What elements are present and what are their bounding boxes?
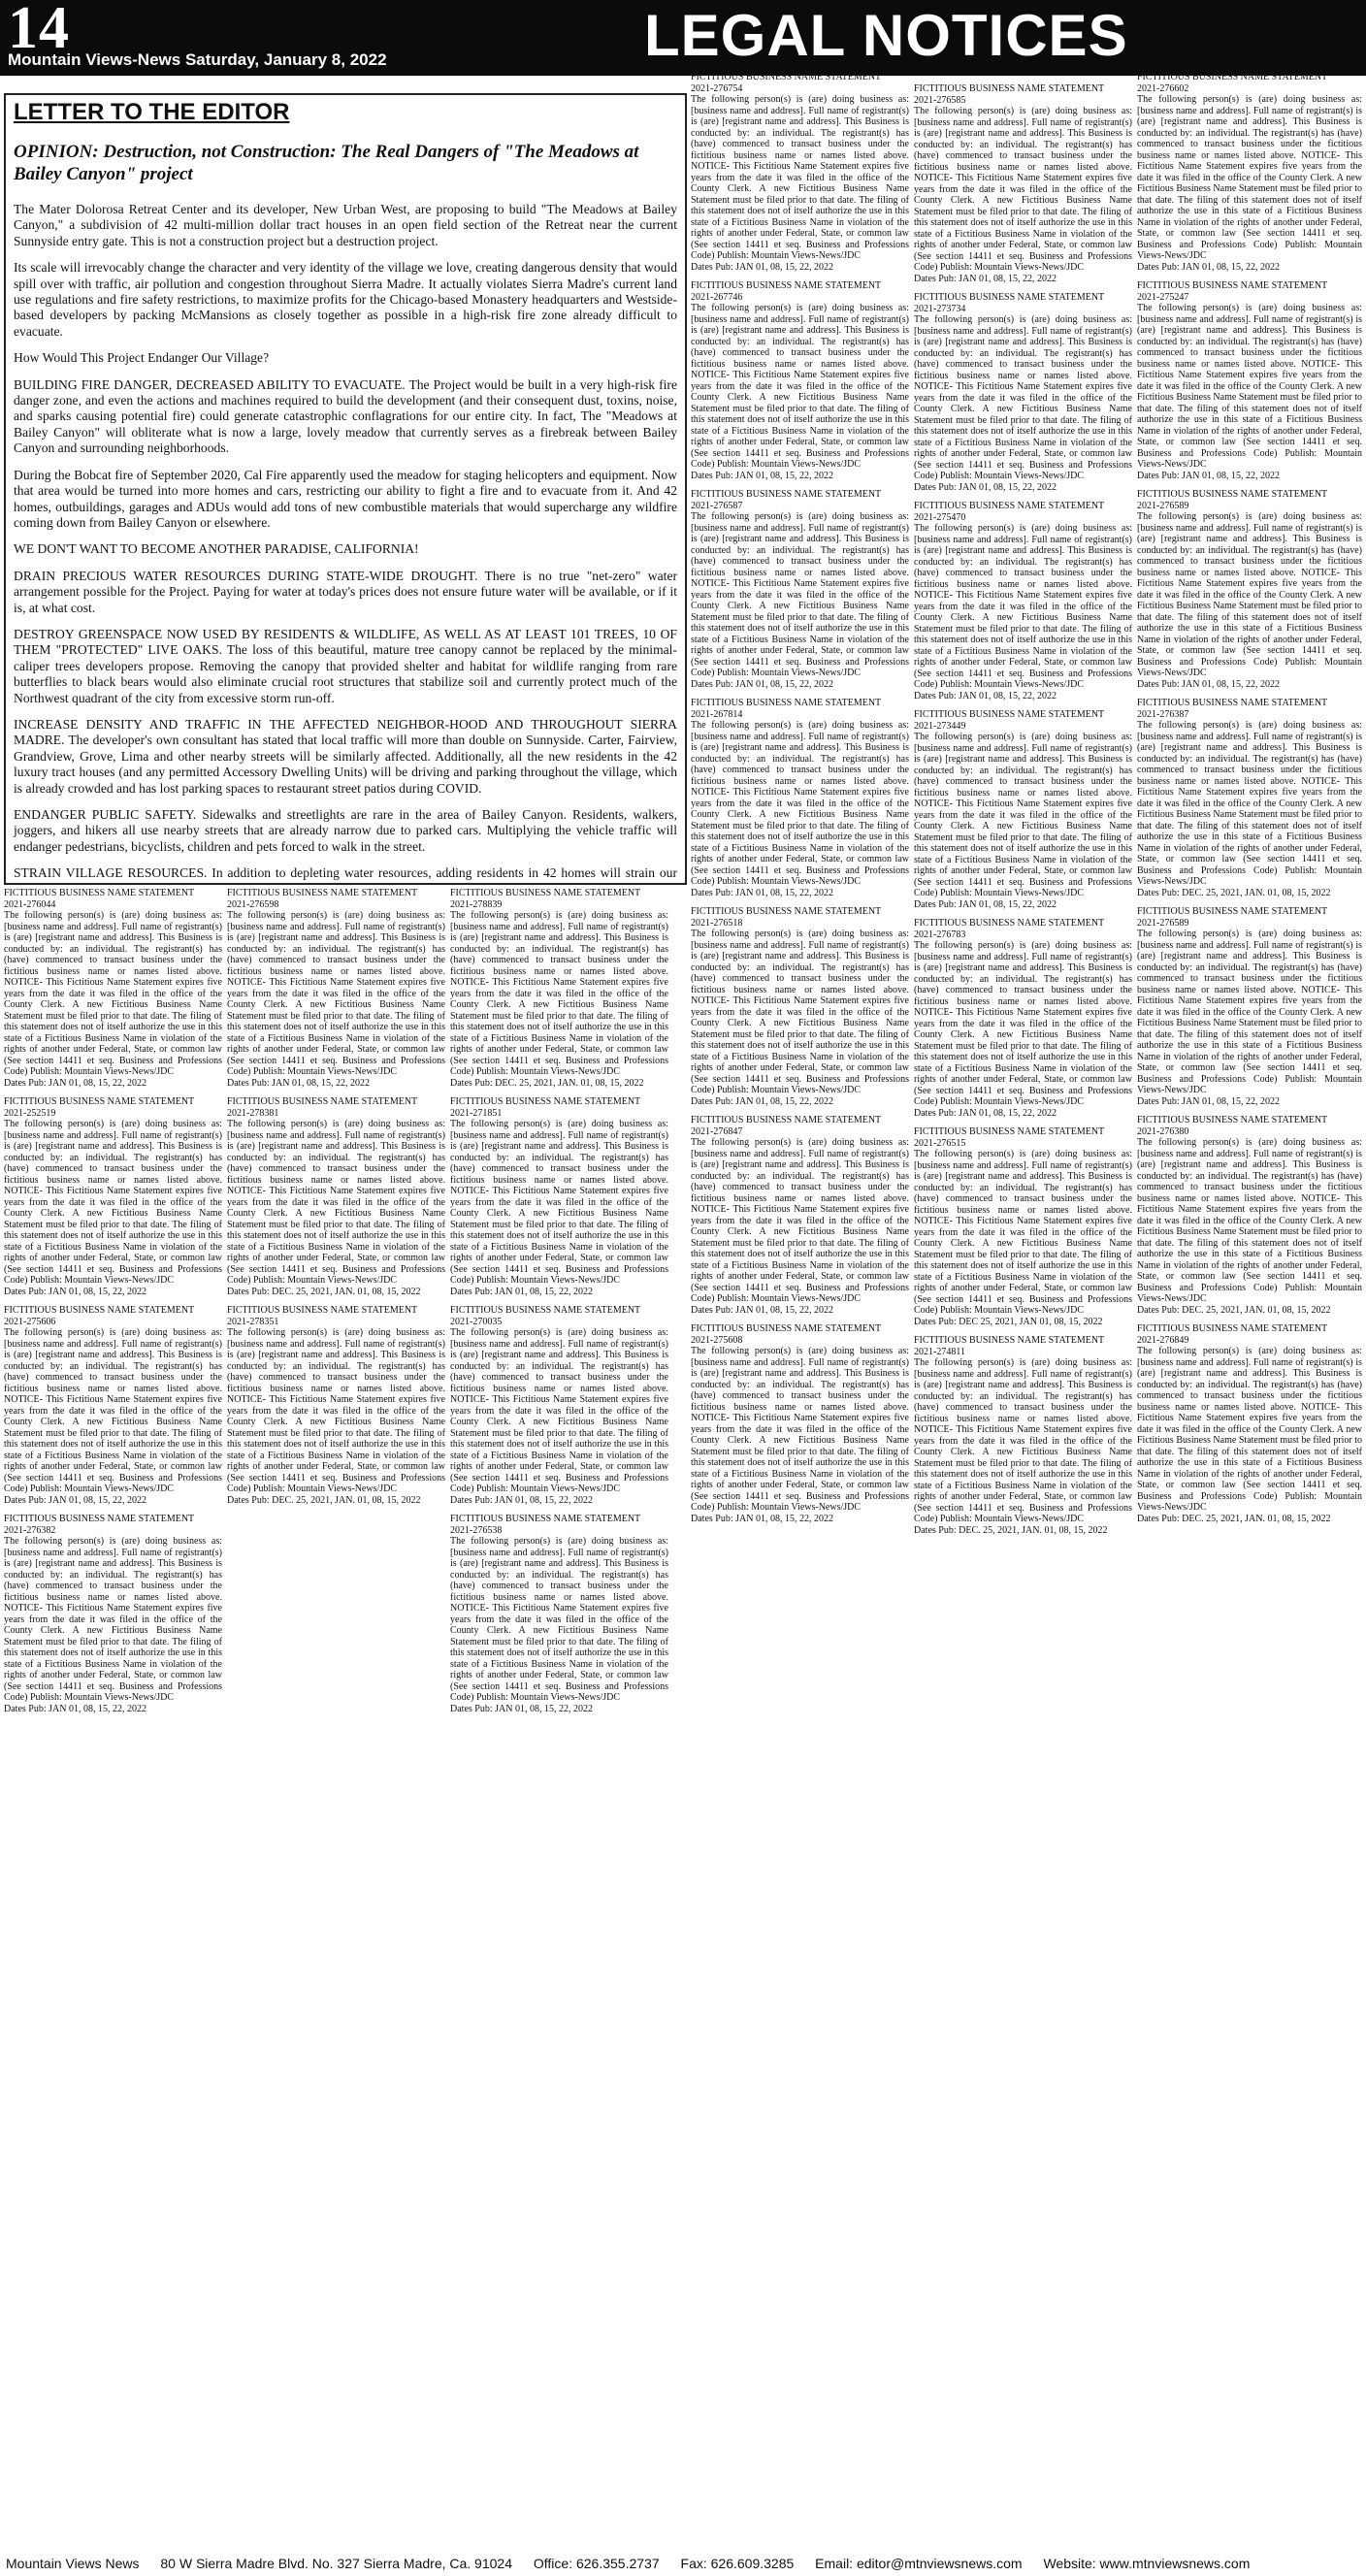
footer-office-phone: Office: 626.355.2737	[533, 2556, 660, 2571]
letter-title: OPINION: Destruction, not Construction: The Real Dangers of "The Meadows at Bailey Canyon" project	[14, 142, 639, 184]
notice-statement: The following person(s) is (are) doing business as: [business name and address]. Full name of registrant(s) is (are) [registrant name and address]. This Business is conducted by: an individual. The registrant(s) has (have) commenced to transact business under the fictitious business name or names listed above. NOTICE- This Fictitious Name Statement expires five years from the date it was filed in the office of the County Clerk. A new Fictitious Business Name Statement must be filed prior to that date. The filing of this statement does not of itself authorize the use in this state of a Fictitious Business Name in violation of the rights of another under Federal, State, or common law (See section 14411 et seq. Business and Professions Code) Publish: Mountain Views-News/JDC	[914, 523, 1132, 690]
notice-item	[1137, 280, 1362, 481]
notice-dates: Dates Pub: DEC 25, 2021, JAN 01, 08, 15, 2022	[914, 1316, 1103, 1327]
notice-item	[914, 1335, 1132, 1536]
notice-statement: The following person(s) is (are) doing business as: [business name and address]. Full name of registrant(s) is (are) [registrant name and address]. This Business is conducted by: an individual. The registrant(s) has (have) commenced to transact business under the fictitious business name or names listed above. NOTICE- This Fictitious Name Statement expires five years from the date it was filed in the office of the County Clerk. A new Fictitious Business Name Statement must be filed prior to that date. The filing of this statement does not of itself authorize the use in this state of a Fictitious Business Name in violation of the rights of another under Federal, State, or common law (See section 14411 et seq. Business and Professions Code) Publish: Mountain Views-News/JDC	[691, 511, 909, 678]
notice-item	[1137, 489, 1362, 690]
notice-file-number: 2021-278839	[450, 898, 503, 910]
notice-item	[691, 698, 909, 898]
notice-file-number: 2021-276589	[1137, 500, 1189, 511]
notice-file-number: 2021-276044	[4, 898, 56, 910]
notice-file-number: 2021-275247	[1137, 291, 1189, 303]
notice-statement: The following person(s) is (are) doing business as: [business name and address]. Full name of registrant(s) is (are) [registrant name and address]. This Business is conducted by: an individual. The registrant(s) has (have) commenced to transact business under the fictitious business name or names listed above. NOTICE- This Fictitious Name Statement expires five years from the date it was filed in the office of the County Clerk. A new Fictitious Business Name Statement must be filed prior to that date. The filing of this statement does not of itself authorize the use in this state of a Fictitious Business Name in violation of the rights of another under Federal, State, or common law (See section 14411 et seq. Business and Professions Code) Publish: Mountain Views-News/JDC	[450, 1327, 668, 1494]
notice-header: FICTITIOUS BUSINESS NAME STATEMENT	[227, 1305, 418, 1316]
notice-file-number: 2021-276754	[691, 82, 743, 94]
notice-header: FICTITIOUS BUSINESS NAME STATEMENT	[691, 280, 882, 291]
notice-dates: Dates Pub: DEC. 25, 2021, JAN. 01, 08, 15, 2022	[227, 1494, 421, 1506]
notice-statement: The following person(s) is (are) doing business as: [business name and address]. Full name of registrant(s) is (are) [registrant name and address]. This Business is conducted by: an individual. The registrant(s) has (have) commenced to transact business under the fictitious business name or names listed above. NOTICE- This Fictitious Name Statement expires five years from the date it was filed in the office of the County Clerk. A new Fictitious Business Name Statement must be filed prior to that date. The filing of this statement does not of itself authorize the use in this state of a Fictitious Business Name in violation of the rights of another under Federal, State, or common law (See section 14411 et seq. Business and Professions Code) Publish: Mountain Views-News/JDC	[691, 1137, 909, 1304]
notice-dates: Dates Pub: DEC. 25, 2021, JAN. 01, 08, 15, 2022	[914, 1524, 1108, 1536]
notice-item	[691, 906, 909, 1107]
notice-header: FICTITIOUS BUSINESS NAME STATEMENT	[1137, 489, 1328, 500]
notice-header: FICTITIOUS BUSINESS NAME STATEMENT	[1137, 280, 1328, 291]
notice-header: FICTITIOUS BUSINESS NAME STATEMENT	[227, 888, 418, 898]
notice-header: FICTITIOUS BUSINESS NAME STATEMENT	[1137, 72, 1328, 82]
notice-file-number: 2021-275470	[914, 511, 966, 523]
notice-dates: Dates Pub: JAN 01, 08, 15, 22, 2022	[914, 481, 1057, 493]
notice-header: FICTITIOUS BUSINESS NAME STATEMENT	[450, 1305, 641, 1316]
notice-dates: Dates Pub: JAN 01, 08, 15, 22, 2022	[450, 1286, 593, 1297]
notice-statement: The following person(s) is (are) doing business as: [business name and address]. Full name of registrant(s) is (are) [registrant name and address]. This Business is conducted by: an individual. The registrant(s) has (have) commenced to transact business under the fictitious business name or names listed above. NOTICE- This Fictitious Name Statement expires five years from the date it was filed in the office of the County Clerk. A new Fictitious Business Name Statement must be filed prior to that date. The filing of this statement does not of itself authorize the use in this state of a Fictitious Business Name in violation of the rights of another under Federal, State, or common law (See section 14411 et seq. Business and Professions Code) Publish: Mountain Views-News/JDC	[227, 1119, 445, 1286]
notice-item	[914, 1126, 1132, 1327]
notice-item	[1137, 72, 1362, 273]
notice-dates: Dates Pub: JAN 01, 08, 15, 22, 2022	[4, 1494, 146, 1506]
notice-item	[4, 1096, 222, 1297]
notice-file-number: 2021-276585	[914, 94, 966, 106]
notice-statement: The following person(s) is (are) doing business as: [business name and address]. Full name of registrant(s) is (are) [registrant name and address]. This Business is conducted by: an individual. The registrant(s) has (have) commenced to transact business under the fictitious business name or names listed above. NOTICE- This Fictitious Name Statement expires five years from the date it was filed in the office of the County Clerk. A new Fictitious Business Name Statement must be filed prior to that date. The filing of this statement does not of itself authorize the use in this state of a Fictitious Business Name in violation of the rights of another under Federal, State, or common law (See section 14411 et seq. Business and Professions Code) Publish: Mountain Views-News/JDC	[914, 314, 1132, 481]
letter-paragraph: BUILDING FIRE DANGER, DECREASED ABILITY TO EVACUATE. The Project would be built in a very high-risk fire danger zone, and even the actions and machines required to build the development (and their consequent dust, toxins, noise, and sparks causing potential fire) could generate catastrophic conflagrations for our entire city. In fact, The "Meadows at Bailey Canyon" will obliterate what is now a large, lovely meadow that currently serves as a firebreak between Bailey Canyon and surrounding neighborhoods.	[14, 376, 677, 456]
notice-header: FICTITIOUS BUSINESS NAME STATEMENT	[914, 292, 1105, 303]
notice-header: FICTITIOUS BUSINESS NAME STATEMENT	[450, 888, 641, 898]
notice-dates: Dates Pub: JAN 01, 08, 15, 22, 2022	[691, 1095, 833, 1107]
letter-paragraph: ENDANGER PUBLIC SAFETY. Sidewalks and streetlights are rare in the area of Bailey Canyon. Residents, walkers, joggers, and hikers all use nearby streets that are already narrow due to parked cars. Multiplying the vehicle traffic will endanger pedestrians, bicyclists, children and pets forced to walk in the street.	[14, 807, 677, 854]
notice-item	[227, 888, 445, 1089]
notice-file-number: 2021-276783	[914, 929, 966, 940]
notice-file-number: 2021-276380	[1137, 1125, 1189, 1137]
notice-file-number: 2021-276518	[691, 917, 743, 929]
notice-statement: The following person(s) is (are) doing business as: [business name and address]. Full name of registrant(s) is (are) [registrant name and address]. This Business is conducted by: an individual. The registrant(s) has (have) commenced to transact business under the fictitious business name or names listed above. NOTICE- This Fictitious Name Statement expires five years from the date it was filed in the office of the County Clerk. A new Fictitious Business Name Statement must be filed prior to that date. The filing of this statement does not of itself authorize the use in this state of a Fictitious Business Name in violation of the rights of another under Federal, State, or common law (See section 14411 et seq. Business and Professions Code) Publish: Mountain Views-News/JDC	[4, 910, 222, 1077]
letter-paragraph: How Would This Project Endanger Our Village?	[14, 350, 270, 366]
notice-dates: Dates Pub: JAN 01, 08, 15, 22, 2022	[4, 1703, 146, 1714]
notice-header: FICTITIOUS BUSINESS NAME STATEMENT	[691, 1115, 882, 1125]
masthead	[0, 0, 1366, 76]
notice-item	[450, 888, 668, 1089]
notice-item	[450, 1514, 668, 1714]
notice-dates: Dates Pub: DEC. 25, 2021, JAN. 01, 08, 15, 2022	[1137, 1304, 1331, 1316]
notice-dates: Dates Pub: JAN 01, 08, 15, 22, 2022	[450, 1494, 593, 1506]
notice-dates: Dates Pub: JAN 01, 08, 15, 22, 2022	[914, 1107, 1057, 1119]
notice-file-number: 2021-267746	[691, 291, 743, 303]
notice-file-number: 2021-273734	[914, 303, 966, 314]
notice-column	[227, 888, 445, 2550]
letter-heading: LETTER TO THE EDITOR	[14, 99, 290, 125]
notice-dates: Dates Pub: JAN 01, 08, 15, 22, 2022	[4, 1286, 146, 1297]
notice-item	[227, 1305, 445, 1506]
notice-dates: Dates Pub: JAN 01, 08, 15, 22, 2022	[914, 898, 1057, 910]
notice-file-number: 2021-276602	[1137, 82, 1189, 94]
notice-file-number: 2021-276598	[227, 898, 279, 910]
notice-statement: The following person(s) is (are) doing business as: [business name and address]. Full name of registrant(s) is (are) [registrant name and address]. This Business is conducted by: an individual. The registrant(s) has (have) commenced to transact business under the fictitious business name or names listed above. NOTICE- This Fictitious Name Statement expires five years from the date it was filed in the office of the County Clerk. A new Fictitious Business Name Statement must be filed prior to that date. The filing of this statement does not of itself authorize the use in this state of a Fictitious Business Name in violation of the rights of another under Federal, State, or common law (See section 14411 et seq. Business and Professions Code) Publish: Mountain Views-News/JDC	[450, 1119, 668, 1286]
notice-dates: Dates Pub: JAN 01, 08, 15, 22, 2022	[4, 1077, 146, 1089]
notice-statement: The following person(s) is (are) doing business as: [business name and address]. Full name of registrant(s) is (are) [registrant name and address]. This Business is conducted by: an individual. The registrant(s) has (have) commenced to transact business under the fictitious business name or names listed above. NOTICE- This Fictitious Name Statement expires five years from the date it was filed in the office of the County Clerk. A new Fictitious Business Name Statement must be filed prior to that date. The filing of this statement does not of itself authorize the use in this state of a Fictitious Business Name in violation of the rights of another under Federal, State, or common law (See section 14411 et seq. Business and Professions Code) Publish: Mountain Views-News/JDC	[691, 929, 909, 1095]
notice-file-number: 2021-273449	[914, 720, 966, 732]
notice-header: FICTITIOUS BUSINESS NAME STATEMENT	[1137, 1323, 1328, 1334]
notice-dates: Dates Pub: JAN 01, 08, 15, 22, 2022	[450, 1703, 593, 1714]
letter-body	[14, 202, 677, 885]
notice-dates: Dates Pub: JAN 01, 08, 15, 22, 2022	[914, 273, 1057, 284]
notice-header: FICTITIOUS BUSINESS NAME STATEMENT	[691, 489, 882, 500]
notice-file-number: 2021-276387	[1137, 708, 1189, 720]
notice-statement: The following person(s) is (are) doing business as: [business name and address]. Full name of registrant(s) is (are) [registrant name and address]. This Business is conducted by: an individual. The registrant(s) has (have) commenced to transact business under the fictitious business name or names listed above. NOTICE- This Fictitious Name Statement expires five years from the date it was filed in the office of the County Clerk. A new Fictitious Business Name Statement must be filed prior to that date. The filing of this statement does not of itself authorize the use in this state of a Fictitious Business Name in violation of the rights of another under Federal, State, or common law (See section 14411 et seq. Business and Professions Code) Publish: Mountain Views-News/JDC	[914, 1149, 1132, 1316]
notice-file-number: 2021-276587	[691, 500, 743, 511]
notice-file-number: 2021-276382	[4, 1524, 56, 1536]
notice-statement: The following person(s) is (are) doing business as: [business name and address]. Full name of registrant(s) is (are) [registrant name and address]. This Business is conducted by: an individual. The registrant(s) has (have) commenced to transact business under the fictitious business name or names listed above. NOTICE- This Fictitious Name Statement expires five years from the date it was filed in the office of the County Clerk. A new Fictitious Business Name Statement must be filed prior to that date. The filing of this statement does not of itself authorize the use in this state of a Fictitious Business Name in violation of the rights of another under Federal, State, or common law (See section 14411 et seq. Business and Professions Code) Publish: Mountain Views-News/JDC	[4, 1536, 222, 1703]
notice-dates: Dates Pub: JAN 01, 08, 15, 22, 2022	[914, 690, 1057, 701]
notice-file-number: 2021-276515	[914, 1137, 966, 1149]
footer	[0, 2552, 1366, 2576]
notice-statement: The following person(s) is (are) doing business as: [business name and address]. Full name of registrant(s) is (are) [registrant name and address]. This Business is conducted by: an individual. The registrant(s) has (have) commenced to transact business under the fictitious business name or names listed above. NOTICE- This Fictitious Name Statement expires five years from the date it was filed in the office of the County Clerk. A new Fictitious Business Name Statement must be filed prior to that date. The filing of this statement does not of itself authorize the use in this state of a Fictitious Business Name in violation of the rights of another under Federal, State, or common law (See section 14411 et seq. Business and Professions Code) Publish: Mountain Views-News/JDC	[227, 910, 445, 1077]
notice-statement: The following person(s) is (are) doing business as: [business name and address]. Full name of registrant(s) is (are) [registrant name and address]. This Business is conducted by: an individual. The registrant(s) has (have) commenced to transact business under the fictitious business name or names listed above. NOTICE- This Fictitious Name Statement expires five years from the date it was filed in the office of the County Clerk. A new Fictitious Business Name Statement must be filed prior to that date. The filing of this statement does not of itself authorize the use in this state of a Fictitious Business Name in violation of the rights of another under Federal, State, or common law (See section 14411 et seq. Business and Professions Code) Publish: Mountain Views-News/JDC	[450, 1536, 668, 1703]
notice-header: FICTITIOUS BUSINESS NAME STATEMENT	[4, 1305, 195, 1316]
notice-item	[1137, 906, 1362, 1107]
notice-item	[450, 1305, 668, 1506]
notice-statement: The following person(s) is (are) doing business as: [business name and address]. Full name of registrant(s) is (are) [registrant name and address]. This Business is conducted by: an individual. The registrant(s) has (have) commenced to transact business under the fictitious business name or names listed above. NOTICE- This Fictitious Name Statement expires five years from the date it was filed in the office of the County Clerk. A new Fictitious Business Name Statement must be filed prior to that date. The filing of this statement does not of itself authorize the use in this state of a Fictitious Business Name in violation of the rights of another under Federal, State, or common law (See section 14411 et seq. Business and Professions Code) Publish: Mountain Views-News/JDC	[914, 1357, 1132, 1524]
notice-file-number: 2021-252519	[4, 1107, 56, 1119]
notice-item	[4, 1514, 222, 1714]
notice-item	[1137, 1115, 1362, 1316]
notice-statement: The following person(s) is (are) doing business as: [business name and address]. Full name of registrant(s) is (are) [registrant name and address]. This Business is conducted by: an individual. The registrant(s) has (have) commenced to transact business under the fictitious business name or names listed above. NOTICE- This Fictitious Name Statement expires five years from the date it was filed in the office of the County Clerk. A new Fictitious Business Name Statement must be filed prior to that date. The filing of this statement does not of itself authorize the use in this state of a Fictitious Business Name in violation of the rights of another under Federal, State, or common law (See section 14411 et seq. Business and Professions Code) Publish: Mountain Views-News/JDC	[914, 106, 1132, 273]
notice-statement: The following person(s) is (are) doing business as: [business name and address]. Full name of registrant(s) is (are) [registrant name and address]. This Business is conducted by: an individual. The registrant(s) has (have) commenced to transact business under the fictitious business name or names listed above. NOTICE- This Fictitious Name Statement expires five years from the date it was filed in the office of the County Clerk. A new Fictitious Business Name Statement must be filed prior to that date. The filing of this statement does not of itself authorize the use in this state of a Fictitious Business Name in violation of the rights of another under Federal, State, or common law (See section 14411 et seq. Business and Professions Code) Publish: Mountain Views-News/JDC	[1137, 1346, 1362, 1513]
notice-item	[691, 1115, 909, 1316]
notice-statement: The following person(s) is (are) doing business as: [business name and address]. Full name of registrant(s) is (are) [registrant name and address]. This Business is conducted by: an individual. The registrant(s) has (have) commenced to transact business under the fictitious business name or names listed above. NOTICE- This Fictitious Name Statement expires five years from the date it was filed in the office of the County Clerk. A new Fictitious Business Name Statement must be filed prior to that date. The filing of this statement does not of itself authorize the use in this state of a Fictitious Business Name in violation of the rights of another under Federal, State, or common law (See section 14411 et seq. Business and Professions Code) Publish: Mountain Views-News/JDC	[691, 1346, 909, 1513]
letter-paragraph: INCREASE DENSITY AND TRAFFIC IN THE AFFECTED NEIGHBOR-HOOD AND THROUGHOUT SIERRA MADRE. The developer's own consultant has stated that local traffic will more than double on Sunnyside. Carter, Fairview, Grandview, Grove, Lima and other nearby streets will be similarly affected. Additionally, all the new residents in the 42 luxury tract houses (and any permitted Accessory Dwelling Units) will be driving and parking throughout the village, which is already crowded and has lost parking spaces to restaurant street patios during COVID.	[14, 716, 677, 796]
notice-header: FICTITIOUS BUSINESS NAME STATEMENT	[914, 918, 1105, 929]
notice-statement: The following person(s) is (are) doing business as: [business name and address]. Full name of registrant(s) is (are) [registrant name and address]. This Business is conducted by: an individual. The registrant(s) has (have) commenced to transact business under the fictitious business name or names listed above. NOTICE- This Fictitious Name Statement expires five years from the date it was filed in the office of the County Clerk. A new Fictitious Business Name Statement must be filed prior to that date. The filing of this statement does not of itself authorize the use in this state of a Fictitious Business Name in violation of the rights of another under Federal, State, or common law (See section 14411 et seq. Business and Professions Code) Publish: Mountain Views-News/JDC	[450, 910, 668, 1077]
notice-header: FICTITIOUS BUSINESS NAME STATEMENT	[914, 1126, 1105, 1137]
notice-dates: Dates Pub: JAN 01, 08, 15, 22, 2022	[691, 1513, 833, 1524]
notice-header: FICTITIOUS BUSINESS NAME STATEMENT	[691, 72, 882, 82]
notice-item	[914, 709, 1132, 910]
notice-dates: Dates Pub: JAN 01, 08, 15, 22, 2022	[1137, 261, 1280, 273]
notice-statement: The following person(s) is (are) doing business as: [business name and address]. Full name of registrant(s) is (are) [registrant name and address]. This Business is conducted by: an individual. The registrant(s) has (have) commenced to transact business under the fictitious business name or names listed above. NOTICE- This Fictitious Name Statement expires five years from the date it was filed in the office of the County Clerk. A new Fictitious Business Name Statement must be filed prior to that date. The filing of this statement does not of itself authorize the use in this state of a Fictitious Business Name in violation of the rights of another under Federal, State, or common law (See section 14411 et seq. Business and Professions Code) Publish: Mountain Views-News/JDC	[914, 940, 1132, 1107]
notice-file-number: 2021-276849	[1137, 1334, 1189, 1346]
notice-item	[227, 1096, 445, 1297]
notice-header: FICTITIOUS BUSINESS NAME STATEMENT	[227, 1096, 418, 1107]
letter-paragraph: During the Bobcat fire of September 2020, Cal Fire apparently used the meadow for staging helicopters and equipment. Now that area would be turned into more homes and cars, restricting our ability to fight a fire and to evacuate from it. And 42 homes, outbuildings, garages and ADUs would add tons of new combustible materials that would supercharge any wildfire coming down from Bailey Canyon or elsewhere.	[14, 467, 677, 530]
notice-item	[691, 1323, 909, 1524]
notice-header: FICTITIOUS BUSINESS NAME STATEMENT	[1137, 906, 1328, 917]
notice-item	[914, 83, 1132, 284]
notice-header: FICTITIOUS BUSINESS NAME STATEMENT	[691, 906, 882, 917]
notice-dates: Dates Pub: JAN 01, 08, 15, 22, 2022	[227, 1077, 370, 1089]
notice-file-number: 2021-275606	[4, 1316, 56, 1327]
notice-dates: Dates Pub: DEC. 25, 2021, JAN. 01, 08, 15, 2022	[1137, 1513, 1331, 1524]
notice-file-number: 2021-278351	[227, 1316, 279, 1327]
notice-file-number: 2021-270035	[450, 1316, 503, 1327]
notice-statement: The following person(s) is (are) doing business as: [business name and address]. Full name of registrant(s) is (are) [registrant name and address]. This Business is conducted by: an individual. The registrant(s) has (have) commenced to transact business under the fictitious business name or names listed above. NOTICE- This Fictitious Name Statement expires five years from the date it was filed in the office of the County Clerk. A new Fictitious Business Name Statement must be filed prior to that date. The filing of this statement does not of itself authorize the use in this state of a Fictitious Business Name in violation of the rights of another under Federal, State, or common law (See section 14411 et seq. Business and Professions Code) Publish: Mountain Views-News/JDC	[691, 720, 909, 887]
footer-fax: Fax: 626.609.3285	[680, 2556, 795, 2571]
notice-header: FICTITIOUS BUSINESS NAME STATEMENT	[914, 501, 1105, 511]
notice-statement: The following person(s) is (are) doing business as: [business name and address]. Full name of registrant(s) is (are) [registrant name and address]. This Business is conducted by: an individual. The registrant(s) has (have) commenced to transact business under the fictitious business name or names listed above. NOTICE- This Fictitious Name Statement expires five years from the date it was filed in the office of the County Clerk. A new Fictitious Business Name Statement must be filed prior to that date. The filing of this statement does not of itself authorize the use in this state of a Fictitious Business Name in violation of the rights of another under Federal, State, or common law (See section 14411 et seq. Business and Professions Code) Publish: Mountain Views-News/JDC	[4, 1327, 222, 1494]
notice-file-number: 2021-275608	[691, 1334, 743, 1346]
notice-statement: The following person(s) is (are) doing business as: [business name and address]. Full name of registrant(s) is (are) [registrant name and address]. This Business is conducted by: an individual. The registrant(s) has (have) commenced to transact business under the fictitious business name or names listed above. NOTICE- This Fictitious Name Statement expires five years from the date it was filed in the office of the County Clerk. A new Fictitious Business Name Statement must be filed prior to that date. The filing of this statement does not of itself authorize the use in this state of a Fictitious Business Name in violation of the rights of another under Federal, State, or common law (See section 14411 et seq. Business and Professions Code) Publish: Mountain Views-News/JDC	[914, 732, 1132, 898]
notice-column	[450, 888, 668, 2550]
notice-column	[691, 72, 909, 2550]
notice-dates: Dates Pub: DEC. 25, 2021, JAN. 01, 08, 15, 2022	[450, 1077, 644, 1089]
notice-header: FICTITIOUS BUSINESS NAME STATEMENT	[4, 1096, 195, 1107]
notice-header: FICTITIOUS BUSINESS NAME STATEMENT	[4, 1514, 195, 1524]
notice-statement: The following person(s) is (are) doing business as: [business name and address]. Full name of registrant(s) is (are) [registrant name and address]. This Business is conducted by: an individual. The registrant(s) has (have) commenced to transact business under the fictitious business name or names listed above. NOTICE- This Fictitious Name Statement expires five years from the date it was filed in the office of the County Clerk. A new Fictitious Business Name Statement must be filed prior to that date. The filing of this statement does not of itself authorize the use in this state of a Fictitious Business Name in violation of the rights of another under Federal, State, or common law (See section 14411 et seq. Business and Professions Code) Publish: Mountain Views-News/JDC	[227, 1327, 445, 1494]
notice-file-number: 2021-278381	[227, 1107, 279, 1119]
notice-dates: Dates Pub: JAN 01, 08, 15, 22, 2022	[1137, 470, 1280, 481]
section-title: LEGAL NOTICES	[644, 3, 1128, 68]
notice-header: FICTITIOUS BUSINESS NAME STATEMENT	[4, 888, 195, 898]
page-number: 14	[8, 0, 70, 61]
notice-statement: The following person(s) is (are) doing business as: [business name and address]. Full name of registrant(s) is (are) [registrant name and address]. This Business is conducted by: an individual. The registrant(s) has (have) commenced to transact business under the fictitious business name or names listed above. NOTICE- This Fictitious Name Statement expires five years from the date it was filed in the office of the County Clerk. A new Fictitious Business Name Statement must be filed prior to that date. The filing of this statement does not of itself authorize the use in this state of a Fictitious Business Name in violation of the rights of another under Federal, State, or common law (See section 14411 et seq. Business and Professions Code) Publish: Mountain Views-News/JDC	[1137, 1137, 1362, 1304]
notice-dates: Dates Pub: JAN 01, 08, 15, 22, 2022	[1137, 1095, 1280, 1107]
notice-file-number: 2021-271851	[450, 1107, 503, 1119]
notice-statement: The following person(s) is (are) doing business as: [business name and address]. Full name of registrant(s) is (are) [registrant name and address]. This Business is conducted by: an individual. The registrant(s) has (have) commenced to transact business under the fictitious business name or names listed above. NOTICE- This Fictitious Name Statement expires five years from the date it was filed in the office of the County Clerk. A new Fictitious Business Name Statement must be filed prior to that date. The filing of this statement does not of itself authorize the use in this state of a Fictitious Business Name in violation of the rights of another under Federal, State, or common law (See section 14411 et seq. Business and Professions Code) Publish: Mountain Views-News/JDC	[691, 94, 909, 261]
notice-file-number: 2021-276538	[450, 1524, 503, 1536]
notice-column	[1137, 72, 1362, 2550]
notice-item	[914, 292, 1132, 493]
notice-header: FICTITIOUS BUSINESS NAME STATEMENT	[691, 698, 882, 708]
notice-header: FICTITIOUS BUSINESS NAME STATEMENT	[450, 1096, 641, 1107]
notice-item	[691, 280, 909, 481]
notice-dates: Dates Pub: DEC. 25, 2021, JAN. 01, 08, 15, 2022	[1137, 887, 1331, 898]
notice-dates: Dates Pub: JAN 01, 08, 15, 22, 2022	[691, 1304, 833, 1316]
notice-header: FICTITIOUS BUSINESS NAME STATEMENT	[1137, 1115, 1328, 1125]
notice-statement: The following person(s) is (are) doing business as: [business name and address]. Full name of registrant(s) is (are) [registrant name and address]. This Business is conducted by: an individual. The registrant(s) has (have) commenced to transact business under the fictitious business name or names listed above. NOTICE- This Fictitious Name Statement expires five years from the date it was filed in the office of the County Clerk. A new Fictitious Business Name Statement must be filed prior to that date. The filing of this statement does not of itself authorize the use in this state of a Fictitious Business Name in violation of the rights of another under Federal, State, or common law (See section 14411 et seq. Business and Professions Code) Publish: Mountain Views-News/JDC	[1137, 929, 1362, 1095]
footer-address: 80 W Sierra Madre Blvd. No. 327 Sierra Madre, Ca. 91024	[160, 2556, 512, 2571]
notice-header: FICTITIOUS BUSINESS NAME STATEMENT	[450, 1514, 641, 1524]
notice-file-number: 2021-276847	[691, 1125, 743, 1137]
notice-header: FICTITIOUS BUSINESS NAME STATEMENT	[691, 1323, 882, 1334]
letter-to-editor	[4, 93, 687, 885]
footer-email: Email: editor@mtnviewsnews.com	[815, 2556, 1023, 2571]
notice-statement: The following person(s) is (are) doing business as: [business name and address]. Full name of registrant(s) is (are) [registrant name and address]. This Business is conducted by: an individual. The registrant(s) has (have) commenced to transact business under the fictitious business name or names listed above. NOTICE- This Fictitious Name Statement expires five years from the date it was filed in the office of the County Clerk. A new Fictitious Business Name Statement must be filed prior to that date. The filing of this statement does not of itself authorize the use in this state of a Fictitious Business Name in violation of the rights of another under Federal, State, or common law (See section 14411 et seq. Business and Professions Code) Publish: Mountain Views-News/JDC	[1137, 720, 1362, 887]
notice-dates: Dates Pub: JAN 01, 08, 15, 22, 2022	[691, 678, 833, 690]
letter-paragraph: DRAIN PRECIOUS WATER RESOURCES DURING STATE-WIDE DROUGHT. There is no true "net-zero" water arrangement possible for the Project. Paying for water at today's prices does not ensure future water will be available, or if it is, at what cost.	[14, 568, 677, 615]
notice-item	[1137, 1323, 1362, 1524]
letter-paragraph: STRAIN VILLAGE RESOURCES. In addition to depleting water resources, adding residents in 42 homes will strain our	[14, 865, 677, 881]
notice-statement: The following person(s) is (are) doing business as: [business name and address]. Full name of registrant(s) is (are) [registrant name and address]. This Business is conducted by: an individual. The registrant(s) has (have) commenced to transact business under the fictitious business name or names listed above. NOTICE- This Fictitious Name Statement expires five years from the date it was filed in the office of the County Clerk. A new Fictitious Business Name Statement must be filed prior to that date. The filing of this statement does not of itself authorize the use in this state of a Fictitious Business Name in violation of the rights of another under Federal, State, or common law (See section 14411 et seq. Business and Professions Code) Publish: Mountain Views-News/JDC	[691, 303, 909, 470]
notice-statement: The following person(s) is (are) doing business as: [business name and address]. Full name of registrant(s) is (are) [registrant name and address]. This Business is conducted by: an individual. The registrant(s) has (have) commenced to transact business under the fictitious business name or names listed above. NOTICE- This Fictitious Name Statement expires five years from the date it was filed in the office of the County Clerk. A new Fictitious Business Name Statement must be filed prior to that date. The filing of this statement does not of itself authorize the use in this state of a Fictitious Business Name in violation of the rights of another under Federal, State, or common law (See section 14411 et seq. Business and Professions Code) Publish: Mountain Views-News/JDC	[4, 1119, 222, 1286]
notice-item	[1137, 698, 1362, 898]
notice-dates: Dates Pub: JAN 01, 08, 15, 22, 2022	[691, 261, 833, 273]
notice-item	[914, 501, 1132, 701]
notice-header: FICTITIOUS BUSINESS NAME STATEMENT	[1137, 698, 1328, 708]
masthead-paper-line: Mountain Views-News Saturday, January 8, 2022	[8, 50, 387, 69]
notice-dates: Dates Pub: JAN 01, 08, 15, 22, 2022	[691, 887, 833, 898]
notice-item	[914, 918, 1132, 1119]
notice-header: FICTITIOUS BUSINESS NAME STATEMENT	[914, 1335, 1105, 1346]
notice-file-number: 2021-274811	[914, 1346, 965, 1357]
footer-website: Website: www.mtnviewsnews.com	[1043, 2556, 1251, 2571]
notice-statement: The following person(s) is (are) doing business as: [business name and address]. Full name of registrant(s) is (are) [registrant name and address]. This Business is conducted by: an individual. The registrant(s) has (have) commenced to transact business under the fictitious business name or names listed above. NOTICE- This Fictitious Name Statement expires five years from the date it was filed in the office of the County Clerk. A new Fictitious Business Name Statement must be filed prior to that date. The filing of this statement does not of itself authorize the use in this state of a Fictitious Business Name in violation of the rights of another under Federal, State, or common law (See section 14411 et seq. Business and Professions Code) Publish: Mountain Views-News/JDC	[1137, 94, 1362, 261]
notice-item	[691, 489, 909, 690]
notice-item	[4, 1305, 222, 1506]
notice-column	[4, 888, 222, 2550]
letter-paragraph: WE DON'T WANT TO BECOME ANOTHER PARADISE, CALIFORNIA!	[14, 541, 419, 557]
letter-paragraph: The Mater Dolorosa Retreat Center and its developer, New Urban West, are proposing to build "The Meadows at Bailey Canyon," a subdivision of 42 multi-million dollar tract houses in an open field section of the Retreat near the current Sunnyside entry gate. This is not a construction project but a destruction project.	[14, 202, 677, 248]
letter-paragraph: Its scale will irrevocably change the character and very identity of the village we love, creating dangerous density that would spill over with traffic, air pollution and congestion throughout Sierra Madre. It actually violates Sierra Madre's current land use regulations and fire safety restrictions, to maximize profits for the Chicago-based Monastery headquarters and Westside-based developers by packing McMansions as closely together as possible in a high-risk fire zone already difficult to evacuate.	[14, 260, 677, 339]
notice-dates: Dates Pub: DEC. 25, 2021, JAN. 01, 08, 15, 2022	[227, 1286, 421, 1297]
footer-paper-name: Mountain Views News	[6, 2556, 140, 2571]
notice-file-number: 2021-276589	[1137, 917, 1189, 929]
notice-dates: Dates Pub: JAN 01, 08, 15, 22, 2022	[1137, 678, 1280, 690]
notice-header: FICTITIOUS BUSINESS NAME STATEMENT	[914, 709, 1105, 720]
notice-statement: The following person(s) is (are) doing business as: [business name and address]. Full name of registrant(s) is (are) [registrant name and address]. This Business is conducted by: an individual. The registrant(s) has (have) commenced to transact business under the fictitious business name or names listed above. NOTICE- This Fictitious Name Statement expires five years from the date it was filed in the office of the County Clerk. A new Fictitious Business Name Statement must be filed prior to that date. The filing of this statement does not of itself authorize the use in this state of a Fictitious Business Name in violation of the rights of another under Federal, State, or common law (See section 14411 et seq. Business and Professions Code) Publish: Mountain Views-News/JDC	[1137, 303, 1362, 470]
notice-item	[450, 1096, 668, 1297]
notice-statement: The following person(s) is (are) doing business as: [business name and address]. Full name of registrant(s) is (are) [registrant name and address]. This Business is conducted by: an individual. The registrant(s) has (have) commenced to transact business under the fictitious business name or names listed above. NOTICE- This Fictitious Name Statement expires five years from the date it was filed in the office of the County Clerk. A new Fictitious Business Name Statement must be filed prior to that date. The filing of this statement does not of itself authorize the use in this state of a Fictitious Business Name in violation of the rights of another under Federal, State, or common law (See section 14411 et seq. Business and Professions Code) Publish: Mountain Views-News/JDC	[1137, 511, 1362, 678]
letter-paragraph: DESTROY GREENSPACE NOW USED BY RESIDENTS & WILDLIFE, AS WELL AS AT LEAST 101 TREES, 10 OF THEM "PROTECTED" LIVE OAKS. The loss of this beautiful, mature tree canopy cannot be replaced by the minimal-caliper trees developers propose. Removing the canopy that provided shelter and habitat for wildlife ranging from rare butterflies to black bears would also eliminate crucial root structures that stabilize soil and currently protect much of the Northwest quadrant of the city from excessive storm run-off.	[14, 626, 677, 705]
notice-column	[914, 83, 1132, 2550]
notice-dates: Dates Pub: JAN 01, 08, 15, 22, 2022	[691, 470, 833, 481]
notice-item	[691, 72, 909, 273]
notice-file-number: 2021-267814	[691, 708, 743, 720]
notice-item	[4, 888, 222, 1089]
notice-header: FICTITIOUS BUSINESS NAME STATEMENT	[914, 83, 1105, 94]
